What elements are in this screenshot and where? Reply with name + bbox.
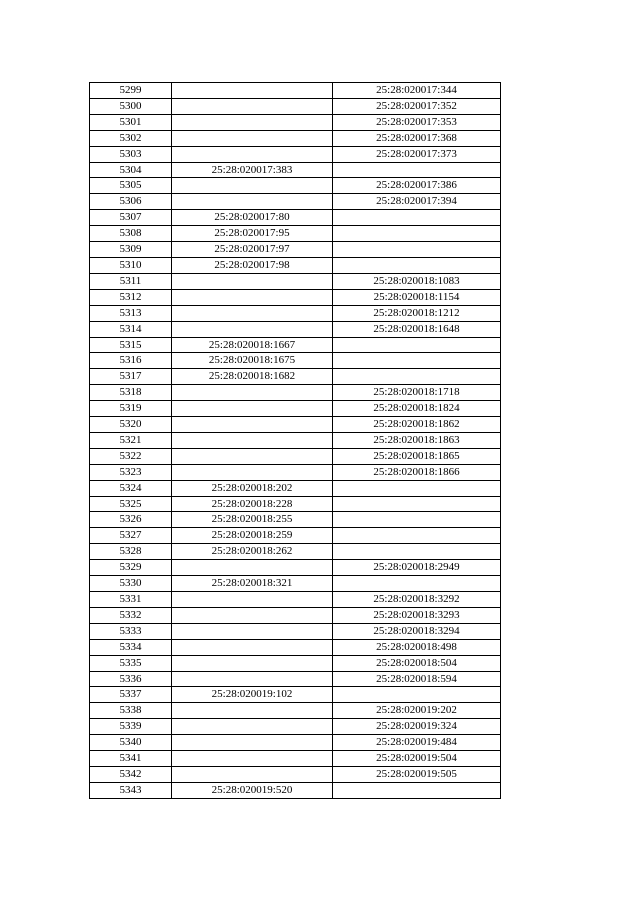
table-row	[90, 369, 501, 385]
row-number-cell: 5342	[90, 766, 172, 782]
table-row	[90, 273, 501, 289]
table-row	[90, 353, 501, 369]
row-number-cell: 5339	[90, 719, 172, 735]
cadastral-number-cell-b: 25:28:020018:1865	[333, 448, 501, 464]
table-row	[90, 210, 501, 226]
table-row	[90, 448, 501, 464]
cadastral-number-cell-a: 25:28:020017:97	[172, 242, 333, 258]
cadastral-number-cell-a	[172, 321, 333, 337]
cadastral-number-cell-b: 25:28:020018:3293	[333, 607, 501, 623]
cadastral-number-cell-a	[172, 146, 333, 162]
cadastral-number-cell-a	[172, 448, 333, 464]
table-row	[90, 401, 501, 417]
row-number-cell: 5306	[90, 194, 172, 210]
cadastral-number-cell-b	[333, 257, 501, 273]
cadastral-number-cell-b	[333, 337, 501, 353]
cadastral-number-cell-b: 25:28:020018:1863	[333, 432, 501, 448]
table-row	[90, 512, 501, 528]
row-number-cell: 5308	[90, 226, 172, 242]
table-row	[90, 782, 501, 798]
cadastral-number-cell-a	[172, 289, 333, 305]
cadastral-number-cell-b: 25:28:020017:373	[333, 146, 501, 162]
cadastral-number-cell-b: 25:28:020017:394	[333, 194, 501, 210]
cadastral-number-cell-a: 25:28:020018:1682	[172, 369, 333, 385]
cadastral-number-cell-a: 25:28:020018:202	[172, 480, 333, 496]
table-row	[90, 337, 501, 353]
cadastral-number-cell-b	[333, 210, 501, 226]
table-row	[90, 114, 501, 130]
table-body	[90, 83, 501, 799]
cadastral-number-cell-b: 25:28:020018:3294	[333, 623, 501, 639]
cadastral-number-cell-a	[172, 655, 333, 671]
cadastral-number-cell-b: 25:28:020017:352	[333, 98, 501, 114]
cadastral-number-cell-b: 25:28:020018:3292	[333, 592, 501, 608]
cadastral-number-cell-a	[172, 130, 333, 146]
cadastral-number-cell-b	[333, 496, 501, 512]
row-number-cell: 5327	[90, 528, 172, 544]
row-number-cell: 5303	[90, 146, 172, 162]
row-number-cell: 5320	[90, 417, 172, 433]
cadastral-number-cell-a	[172, 735, 333, 751]
table-row	[90, 560, 501, 576]
cadastral-number-cell-b: 25:28:020019:324	[333, 719, 501, 735]
cadastral-number-cell-b: 25:28:020018:504	[333, 655, 501, 671]
table-row	[90, 178, 501, 194]
row-number-cell: 5319	[90, 401, 172, 417]
cadastral-number-cell-b: 25:28:020017:368	[333, 130, 501, 146]
cadastral-number-cell-b	[333, 528, 501, 544]
cadastral-number-cell-a: 25:28:020017:98	[172, 257, 333, 273]
cadastral-number-cell-a	[172, 464, 333, 480]
row-number-cell: 5321	[90, 432, 172, 448]
row-number-cell: 5307	[90, 210, 172, 226]
cadastral-number-cell-b: 25:28:020018:594	[333, 671, 501, 687]
cadastral-number-cell-a: 25:28:020019:102	[172, 687, 333, 703]
table-row	[90, 607, 501, 623]
cadastral-number-cell-b: 25:28:020019:202	[333, 703, 501, 719]
row-number-cell: 5316	[90, 353, 172, 369]
cadastral-number-cell-b	[333, 576, 501, 592]
cadastral-number-cell-a: 25:28:020018:228	[172, 496, 333, 512]
table-row	[90, 226, 501, 242]
table-row	[90, 544, 501, 560]
table-row	[90, 655, 501, 671]
row-number-cell: 5331	[90, 592, 172, 608]
cadastral-number-cell-a	[172, 417, 333, 433]
cadastral-number-cell-a	[172, 592, 333, 608]
table-row	[90, 735, 501, 751]
row-number-cell: 5302	[90, 130, 172, 146]
cadastral-number-cell-a	[172, 98, 333, 114]
table-row	[90, 687, 501, 703]
table-row	[90, 639, 501, 655]
cadastral-number-cell-a	[172, 766, 333, 782]
row-number-cell: 5299	[90, 83, 172, 99]
row-number-cell: 5333	[90, 623, 172, 639]
cadastral-number-cell-b	[333, 544, 501, 560]
cadastral-number-cell-a	[172, 671, 333, 687]
cadastral-number-cell-a	[172, 385, 333, 401]
row-number-cell: 5334	[90, 639, 172, 655]
row-number-cell: 5328	[90, 544, 172, 560]
row-number-cell: 5305	[90, 178, 172, 194]
row-number-cell: 5311	[90, 273, 172, 289]
table-row	[90, 417, 501, 433]
row-number-cell: 5300	[90, 98, 172, 114]
row-number-cell: 5309	[90, 242, 172, 258]
table-row	[90, 751, 501, 767]
cadastral-number-cell-a	[172, 114, 333, 130]
cadastral-number-cell-b: 25:28:020018:1083	[333, 273, 501, 289]
cadastral-number-cell-b	[333, 480, 501, 496]
cadastral-number-cell-a	[172, 703, 333, 719]
cadastral-number-cell-b	[333, 226, 501, 242]
cadastral-number-cell-b	[333, 369, 501, 385]
cadastral-number-cell-b: 25:28:020017:386	[333, 178, 501, 194]
cadastral-number-cell-a	[172, 719, 333, 735]
row-number-cell: 5314	[90, 321, 172, 337]
table-row	[90, 130, 501, 146]
row-number-cell: 5329	[90, 560, 172, 576]
table-row	[90, 576, 501, 592]
cadastral-number-cell-b: 25:28:020018:1824	[333, 401, 501, 417]
cadastral-number-cell-b: 25:28:020018:1866	[333, 464, 501, 480]
cadastral-number-cell-a	[172, 273, 333, 289]
cadastral-number-cell-b: 25:28:020018:1212	[333, 305, 501, 321]
row-number-cell: 5301	[90, 114, 172, 130]
cadastral-number-cell-a: 25:28:020017:95	[172, 226, 333, 242]
row-number-cell: 5343	[90, 782, 172, 798]
table-row	[90, 194, 501, 210]
row-number-cell: 5315	[90, 337, 172, 353]
table-row	[90, 146, 501, 162]
row-number-cell: 5323	[90, 464, 172, 480]
table-row	[90, 162, 501, 178]
table-row	[90, 671, 501, 687]
row-number-cell: 5341	[90, 751, 172, 767]
cadastral-number-cell-a: 25:28:020018:321	[172, 576, 333, 592]
table-row	[90, 623, 501, 639]
table-row	[90, 703, 501, 719]
table-row	[90, 464, 501, 480]
row-number-cell: 5324	[90, 480, 172, 496]
cadastral-number-cell-a: 25:28:020017:383	[172, 162, 333, 178]
row-number-cell: 5336	[90, 671, 172, 687]
row-number-cell: 5326	[90, 512, 172, 528]
cadastral-number-cell-b: 25:28:020018:1648	[333, 321, 501, 337]
cadastral-number-table	[89, 82, 501, 799]
table-row	[90, 321, 501, 337]
cadastral-number-cell-b: 25:28:020018:498	[333, 639, 501, 655]
cadastral-number-cell-b: 25:28:020019:504	[333, 751, 501, 767]
cadastral-number-cell-a: 25:28:020018:1667	[172, 337, 333, 353]
cadastral-number-cell-b	[333, 782, 501, 798]
cadastral-number-cell-a	[172, 560, 333, 576]
row-number-cell: 5317	[90, 369, 172, 385]
table-row	[90, 98, 501, 114]
cadastral-number-cell-a: 25:28:020018:259	[172, 528, 333, 544]
table-row	[90, 289, 501, 305]
table-row	[90, 257, 501, 273]
table-row	[90, 432, 501, 448]
table-row	[90, 480, 501, 496]
cadastral-number-cell-b	[333, 162, 501, 178]
row-number-cell: 5332	[90, 607, 172, 623]
cadastral-number-cell-a	[172, 639, 333, 655]
cadastral-number-cell-b	[333, 687, 501, 703]
table-row	[90, 592, 501, 608]
table-row	[90, 242, 501, 258]
row-number-cell: 5340	[90, 735, 172, 751]
cadastral-number-cell-b: 25:28:020018:2949	[333, 560, 501, 576]
row-number-cell: 5325	[90, 496, 172, 512]
cadastral-number-cell-a	[172, 432, 333, 448]
table-row	[90, 305, 501, 321]
row-number-cell: 5310	[90, 257, 172, 273]
cadastral-number-cell-a	[172, 305, 333, 321]
cadastral-number-cell-b	[333, 512, 501, 528]
cadastral-number-cell-b: 25:28:020017:353	[333, 114, 501, 130]
cadastral-number-cell-b: 25:28:020018:1718	[333, 385, 501, 401]
cadastral-number-cell-a: 25:28:020018:1675	[172, 353, 333, 369]
table-row	[90, 719, 501, 735]
row-number-cell: 5330	[90, 576, 172, 592]
cadastral-number-cell-b: 25:28:020018:1862	[333, 417, 501, 433]
cadastral-number-cell-b	[333, 353, 501, 369]
row-number-cell: 5318	[90, 385, 172, 401]
cadastral-number-cell-a: 25:28:020018:255	[172, 512, 333, 528]
table-row	[90, 83, 501, 99]
row-number-cell: 5335	[90, 655, 172, 671]
cadastral-number-cell-b: 25:28:020019:505	[333, 766, 501, 782]
table-row	[90, 766, 501, 782]
cadastral-number-cell-b: 25:28:020017:344	[333, 83, 501, 99]
row-number-cell: 5313	[90, 305, 172, 321]
table-row	[90, 528, 501, 544]
cadastral-number-cell-b: 25:28:020018:1154	[333, 289, 501, 305]
cadastral-number-cell-a: 25:28:020017:80	[172, 210, 333, 226]
cadastral-number-cell-a	[172, 751, 333, 767]
cadastral-number-cell-a: 25:28:020019:520	[172, 782, 333, 798]
cadastral-number-cell-a: 25:28:020018:262	[172, 544, 333, 560]
table-row	[90, 385, 501, 401]
cadastral-number-cell-a	[172, 83, 333, 99]
cadastral-number-cell-a	[172, 607, 333, 623]
table-row	[90, 496, 501, 512]
cadastral-number-cell-b: 25:28:020019:484	[333, 735, 501, 751]
cadastral-number-cell-a	[172, 178, 333, 194]
row-number-cell: 5338	[90, 703, 172, 719]
cadastral-number-cell-a	[172, 623, 333, 639]
cadastral-number-cell-a	[172, 194, 333, 210]
row-number-cell: 5322	[90, 448, 172, 464]
row-number-cell: 5312	[90, 289, 172, 305]
cadastral-number-cell-b	[333, 242, 501, 258]
row-number-cell: 5304	[90, 162, 172, 178]
row-number-cell: 5337	[90, 687, 172, 703]
cadastral-number-cell-a	[172, 401, 333, 417]
